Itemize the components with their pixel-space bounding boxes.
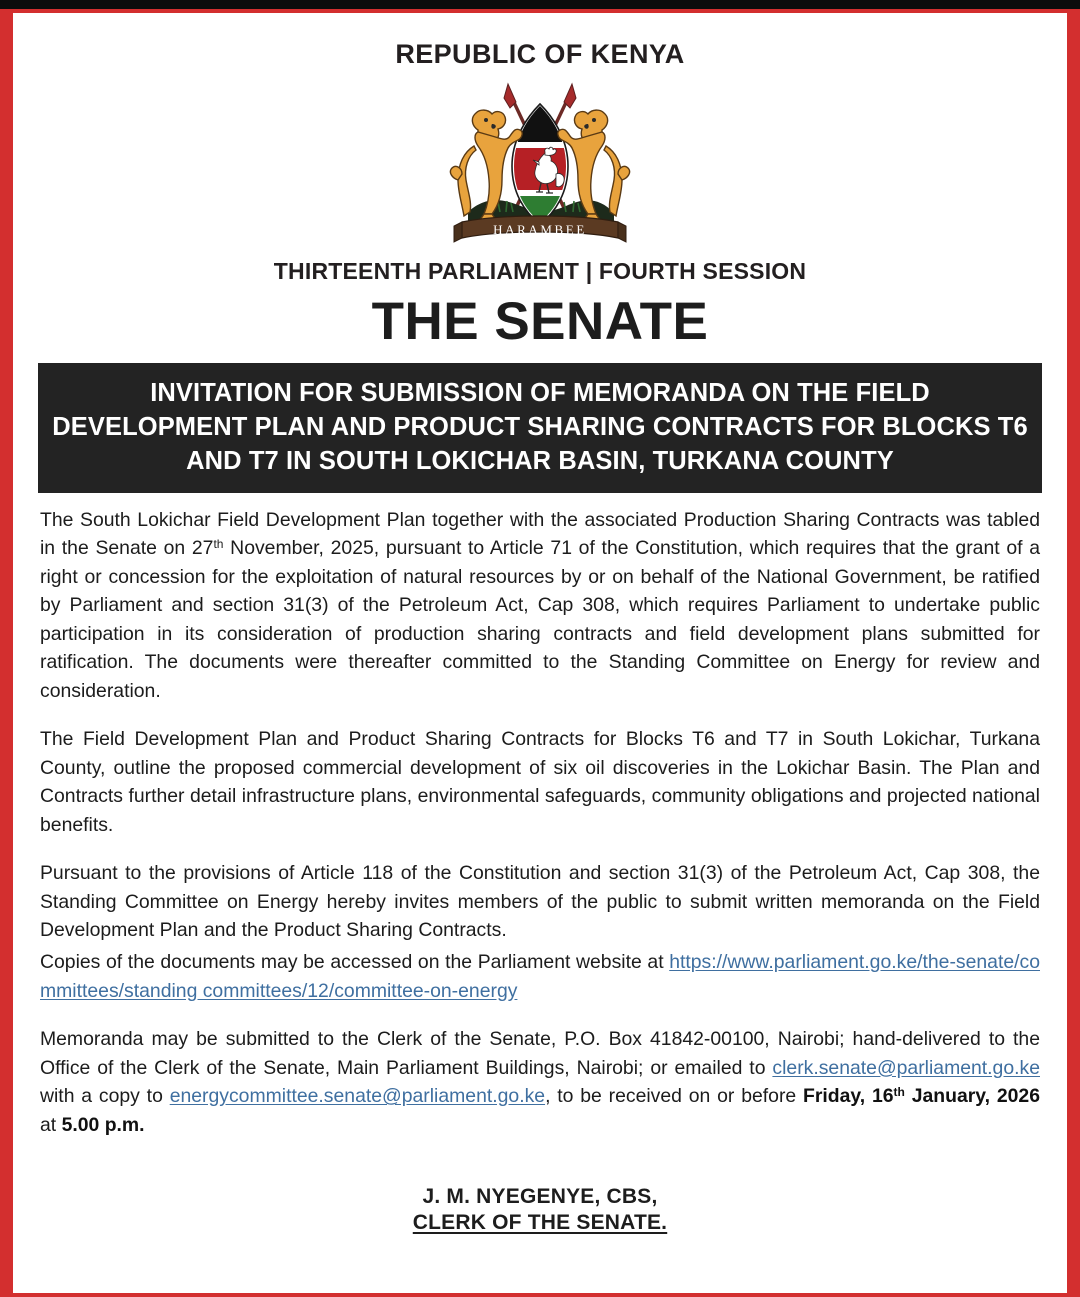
ordinal-suffix-27th: th: [213, 537, 224, 552]
paragraph-4-lead-text: Copies of the documents may be accessed on the Parliament website at: [40, 950, 670, 973]
paragraph-5-lead-text: Memoranda may be submitted to the Clerk of the Senate, P.O. Box 41842-00100, Nairobi; hand-delivered to the Office of the Clerk of the Senate, Main Parliament Buildings, Nairobi; or emailed to: [40, 1028, 1040, 1079]
energy-committee-email-link[interactable]: energycommittee.senate@parliament.go.ke: [169, 1085, 546, 1108]
notice-banner-title: INVITATION FOR SUBMISSION OF MEMORANDA ON THE FIELD DEVELOPMENT PLAN AND PRODUCT SHARING CONTRACTS FOR BLOCKS T6 AND T7 IN SOUTH LOKICHAR BASIN, TURKANA COUNTY: [38, 363, 1042, 493]
deadline-time: 5.00 p.m.: [61, 1113, 145, 1136]
paragraph-5-tail-text: , to be received on or before: [545, 1085, 804, 1108]
paragraph-1-part-a: The South Lokichar Field Development Plan together with the associated Production Sharing Contracts was tabled in the Senate on 27: [40, 508, 1040, 560]
parliament-session-line: THIRTEENTH PARLIAMENT | FOURTH SESSION: [273, 258, 807, 284]
harambee-scroll: [454, 216, 626, 242]
paragraph-1-part-b: November, 2025, pursuant to Article 71 of the Constitution, which requires that the grant of a right or concession for the exploitation of natural resources by or on behalf of the National Government, be ratified by Parliament and section 31(3) of the Petroleum Act, Cap 308, which requires Parliament to undertake public participation in its consideration of production sharing contracts and field development plans submitted for ratification. The documents were thereafter committed to the Standing Committee on Energy for review and consideration.: [40, 537, 1040, 702]
house-title: THE SENATE: [371, 292, 709, 351]
signatory-role: CLERK OF THE SENATE.: [412, 1211, 668, 1235]
paragraph-1: [40, 506, 1040, 706]
coat-of-arms-crest: [13, 80, 1067, 248]
paragraph-2: The Field Development Plan and Product Sharing Contracts for Blocks T6 and T7 in South Lokichar, Turkana County, outline the proposed commercial development of six oil discoveries in the Lokichar Basin. The Plan and Contracts further detail infrastructure plans, environmental safeguards, community obligations and projected national benefits.: [40, 728, 1040, 836]
page-title-country: REPUBLIC OF KENYA: [395, 39, 685, 69]
top-black-strip: [0, 0, 1080, 9]
harambee-motto-text: HARAMBEE: [493, 222, 587, 237]
deadline-date-rest: January, 2026: [904, 1085, 1040, 1108]
paragraph-4-website: [40, 948, 1040, 1005]
deadline-date-day: Friday, 16: [803, 1085, 894, 1108]
ordinal-suffix-16th: th: [893, 1085, 905, 1100]
paragraph-5-submission: [40, 1025, 1040, 1139]
signatory-name: J. M. NYEGENYE, CBS,: [422, 1185, 658, 1209]
signature-block: [13, 1185, 1067, 1235]
notice-content: [13, 13, 1067, 1293]
parliament-website-link[interactable]: https://www.parliament.go.ke/the-senate/committees/standing committees/12/committee-on-energy: [40, 950, 1040, 1002]
paragraph-5-mid-text: with a copy to: [40, 1085, 170, 1108]
paragraph-3: Pursuant to the provisions of Article 118 of the Constitution and section 31(3) of the Petroleum Act, Cap 308, the Standing Committee on Energy hereby invites members of the public to submit written memoranda on the Field Development Plan and the Product Sharing Contracts.: [40, 862, 1040, 942]
notice-body: [40, 493, 1040, 1139]
coat-of-arms-icon: [440, 80, 640, 248]
deadline-at-word: at: [40, 1113, 62, 1136]
clerk-email-link[interactable]: clerk.senate@parliament.go.ke: [772, 1056, 1040, 1079]
